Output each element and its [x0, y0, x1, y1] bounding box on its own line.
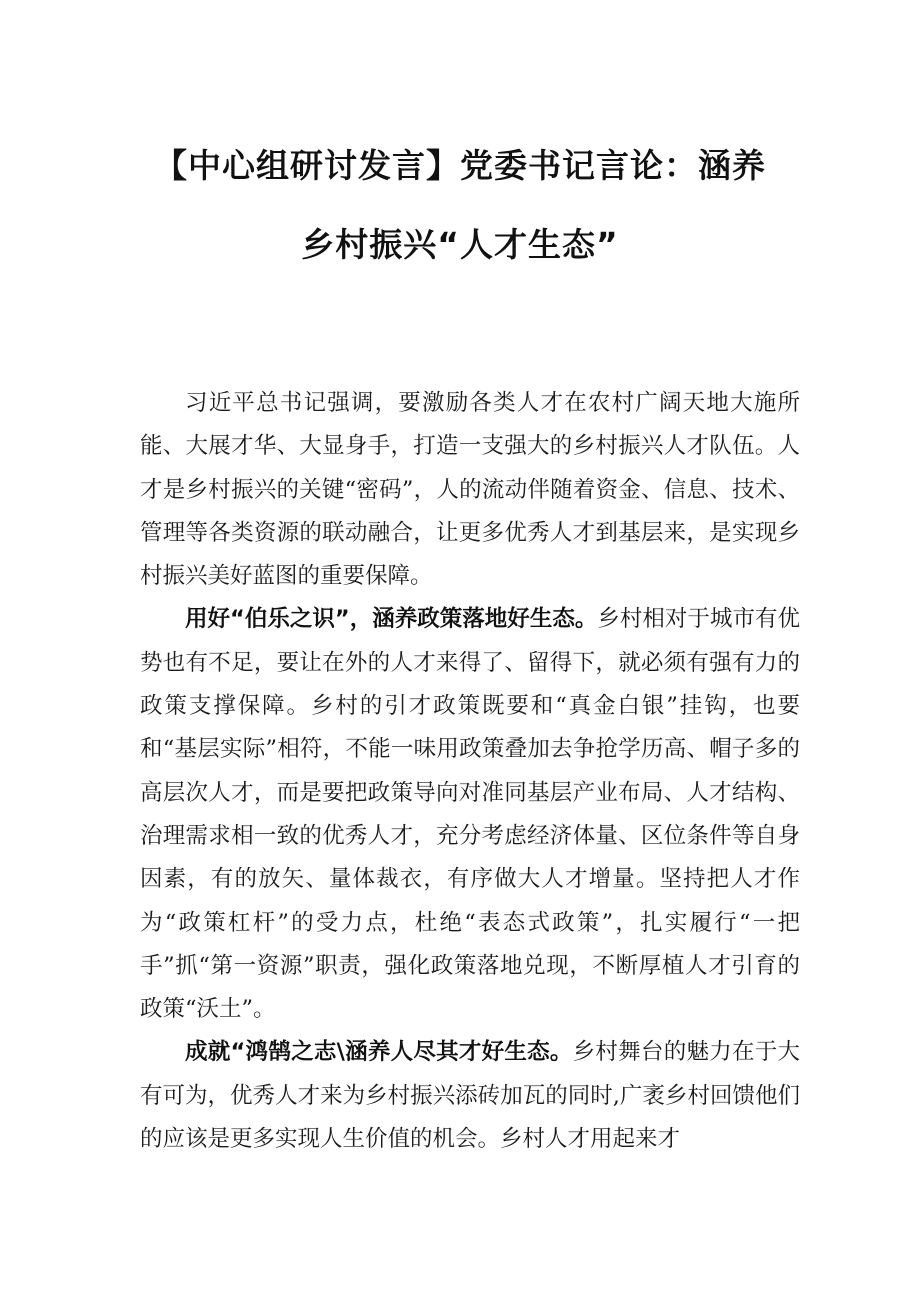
paragraph-policy [140, 598, 800, 1031]
paragraph-text: 习近平总书记强调，要激励各类人才在农村广阔天地大施所能、大展才华、大显身手，打造一支强大的乡村振兴人才队伍。人才是乡村振兴的关键“密码”，人的流动伴随着资金、信息、技术、管理等各类资源的联动融合，让更多优秀人才到基层来，是实现乡村振兴美好蓝图的重要保障。 [140, 390, 800, 590]
paragraph-heading: 成就“鸿鹄之志\涵养人尽其才好生态。 [185, 1039, 573, 1066]
paragraph-talent [140, 1031, 800, 1161]
document-body [140, 382, 800, 1161]
paragraph-text: 乡村舞台的魅力在于大有可为，优秀人才来为乡村振兴添砖加瓦的同时,广袤乡村回馈他们的应该是更多实现人生价值的机会。乡村人才用起来才 [140, 1039, 800, 1153]
paragraph-heading: 用好“伯乐之识”，涵养政策落地好生态。 [185, 606, 598, 633]
document-title-line-1: 【中心组研讨发言】党委书记言论：涵养 [154, 146, 766, 185]
document-title-line-2: 乡村振兴“人才生态” [301, 225, 619, 264]
paragraph-intro [140, 382, 800, 598]
paragraph-text: 乡村相对于城市有优势也有不足，要让在外的人才来得了、留得下，就必须有强有力的政策支撑保障。乡村的引才政策既要和“真金白银”挂钩，也要和“基层实际”相符，不能一味用政策叠加去争抢学历高、帽子多的高层次人才，而是要把政策导向对准同基层产业布局、人才结构、治理需求相一致的优秀人才，充分考虑经济体量、区位条件等自身因素，有的放矢、量体裁衣，有序做大人才增量。坚持把人才作为“政策杠杆”的受力点，杜绝“表态式政策”，扎实履行“一把手”抓“第一资源”职责，强化政策落地兑现，不断厚植人才引育的政策“沃土”。 [140, 606, 800, 1023]
